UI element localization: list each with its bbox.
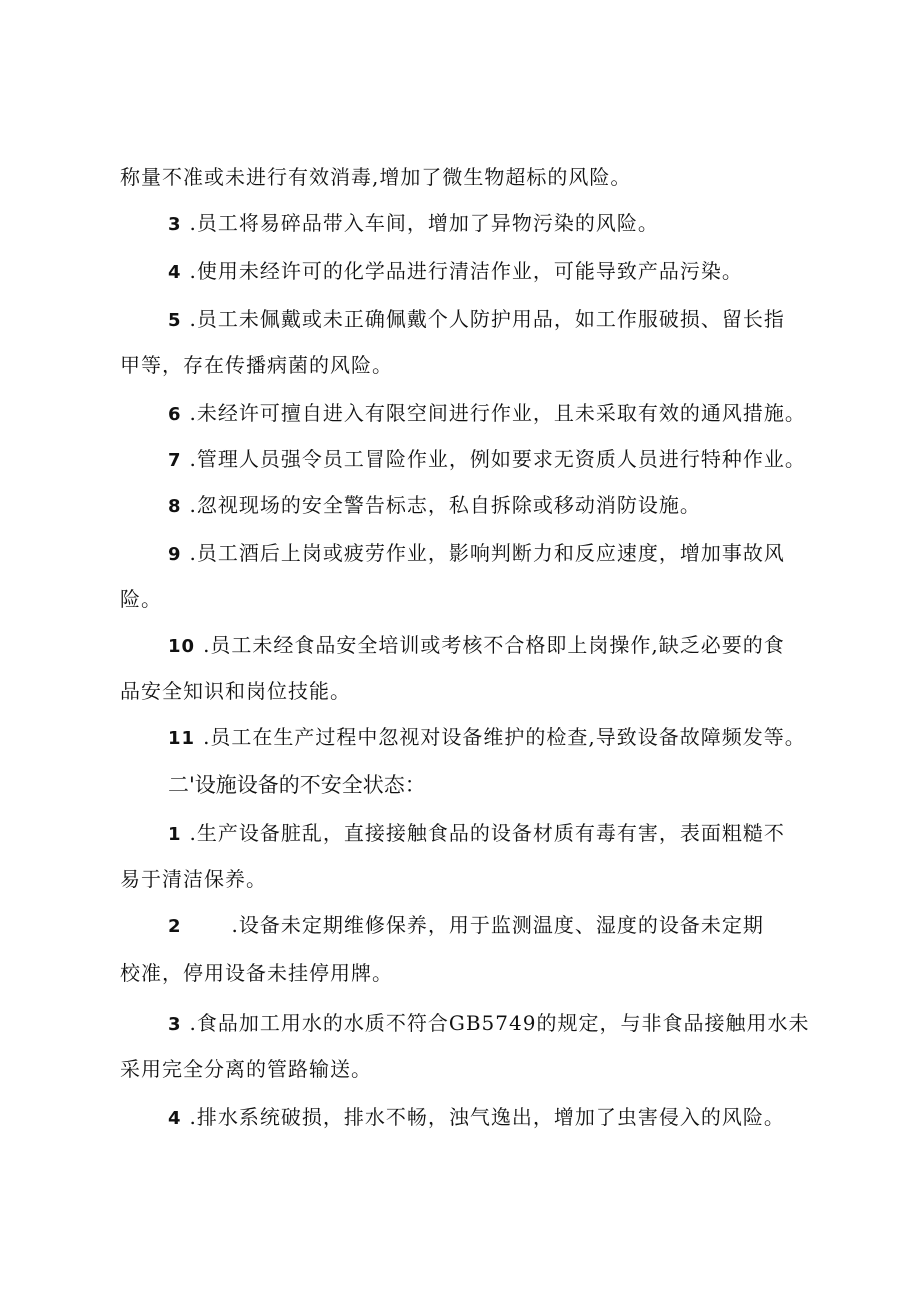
- list-item-1: 1 .生产设备脏乱，直接接触食品的设备材质有毒有害，表面粗糙不: [168, 821, 785, 845]
- list-item-5-cont: 甲等，存在传播病菌的风险。: [120, 353, 393, 377]
- section-heading: 二'设施设备的不安全状态：: [168, 773, 426, 797]
- list-item-10-cont: 品安全知识和岗位技能。: [120, 679, 351, 703]
- list-item-3: 3 .员工将易碎品带入车间，增加了异物污染的风险。: [168, 211, 659, 235]
- list-item-7: 7 .管理人员强令员工冒险作业，例如要求无资质人员进行特种作业。: [168, 447, 806, 471]
- list-item-6: 6 .未经许可擅自进入有限空间进行作业，且未采取有效的通风措施。: [168, 401, 806, 425]
- list-item-10: 10 .员工未经食品安全培训或考核不合格即上岗操作,缺乏必要的食: [168, 633, 785, 657]
- list-item-2: 2 .设备未定期维修保养，用于监测温度、湿度的设备未定期: [168, 913, 764, 937]
- list-item-4b: 4 .排水系统破损，排水不畅，浊气逸出，增加了虫害侵入的风险。: [168, 1105, 785, 1129]
- list-item-9: 9 .员工酒后上岗或疲劳作业，影响判断力和反应速度，增加事故风: [168, 541, 785, 565]
- list-item-5: 5 .员工未佩戴或未正确佩戴个人防护用品，如工作服破损、留长指: [168, 307, 785, 331]
- list-item-3b: 3 .食品加工用水的水质不符合GB5749的规定，与非食品接触用水未: [168, 1011, 810, 1035]
- paragraph-line: 称量不准或未进行有效消毒,增加了微生物超标的风险。: [120, 165, 632, 189]
- list-item-8: 8 .忽视现场的安全警告标志，私自拆除或移动消防设施。: [168, 493, 701, 517]
- list-item-11: 11 .员工在生产过程中忽视对设备维护的检查,导致设备故障频发等。: [168, 725, 806, 749]
- list-item-9-cont: 险。: [120, 587, 162, 611]
- list-item-3b-cont: 采用完全分离的管路输送。: [120, 1057, 372, 1081]
- list-item-2-cont: 校准，停用设备未挂停用牌。: [120, 961, 393, 985]
- list-item-1-cont: 易于清洁保养。: [120, 867, 267, 891]
- list-item-4: 4 .使用未经许可的化学品进行清洁作业，可能导致产品污染。: [168, 259, 743, 283]
